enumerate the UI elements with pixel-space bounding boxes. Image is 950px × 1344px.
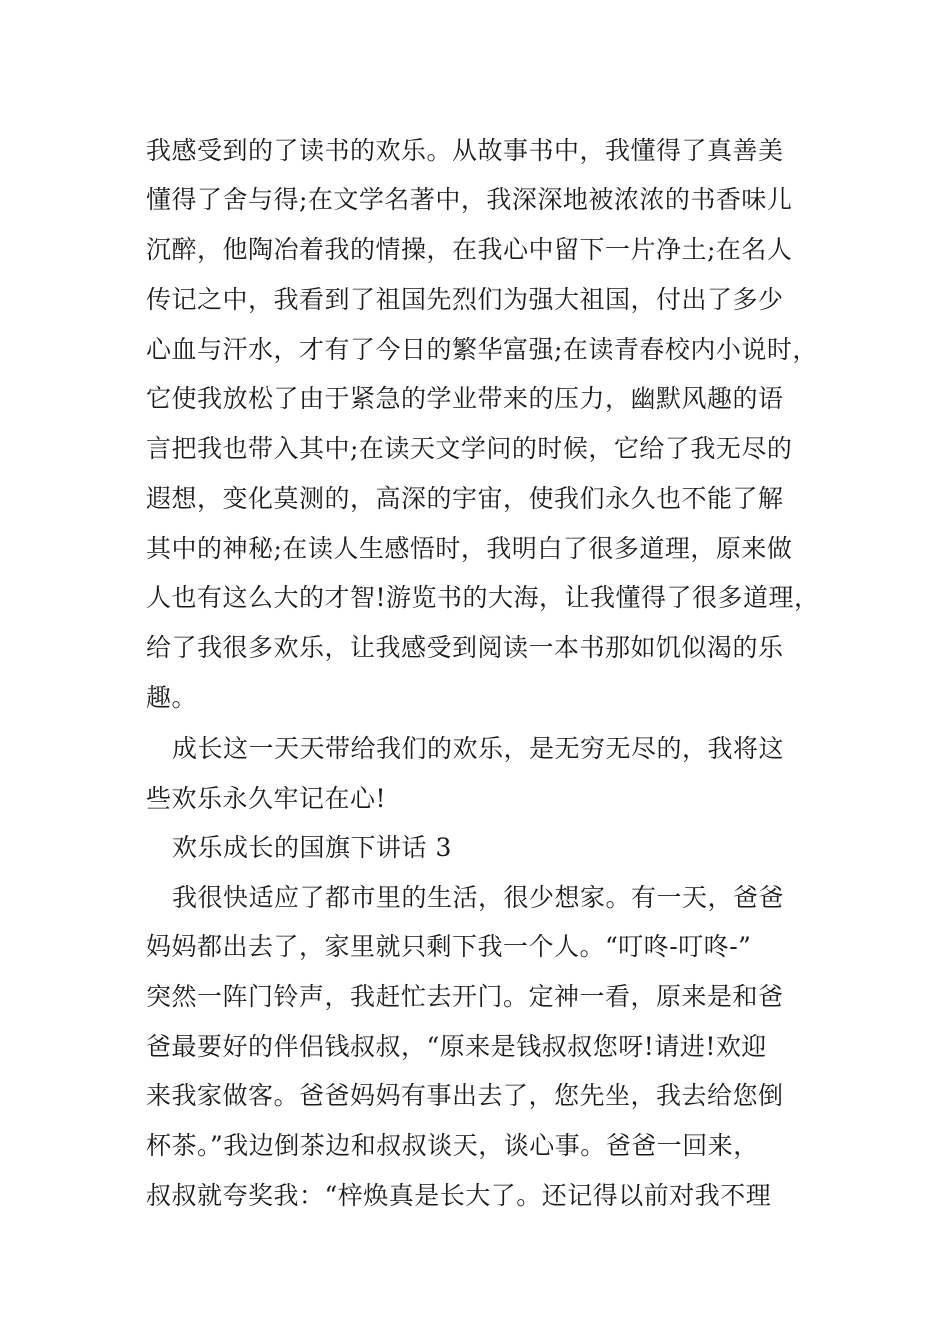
text-line: 言把我也带入其中;在读天文学问的时候，它给了我无尽的	[146, 434, 793, 463]
text-line: 些欢乐永久牢记在心!	[146, 784, 387, 813]
text-line: 沉醉，他陶冶着我的情操，在我心中留下一片净土;在名人	[146, 235, 793, 264]
text-line: 它使我放松了由于紧急的学业带来的压力，幽默风趣的语	[146, 384, 784, 413]
text-line: 心血与汗水，才有了今日的繁华富强;在读青春校内小说时，	[146, 335, 818, 364]
text-line: 叔叔就夸奖我：“梓焕真是长大了。还记得以前对我不理	[146, 1181, 772, 1210]
text-line: 趣。	[146, 683, 198, 712]
text-line: 我感受到的了读书的欢乐。从故事书中，我懂得了真善美	[146, 136, 784, 165]
text-line: 传记之中，我看到了祖国先烈们为强大祖国，付出了多少	[146, 285, 784, 314]
text-line: 妈妈都出去了，家里就只剩下我一个人。“叮咚-叮咚-”	[146, 932, 752, 961]
paragraph-first-line: 成长这一天天带给我们的欢乐，是无穷无尽的，我将这	[172, 734, 785, 763]
text-line: 人也有这么大的才智!游览书的大海，让我懂得了很多道理，	[146, 583, 820, 612]
text-line: 给了我很多欢乐，让我感受到阅读一本书那如饥似渴的乐	[146, 633, 784, 662]
text-line: 来我家做客。爸爸妈妈有事出去了，您先坐，我去给您倒	[146, 1081, 784, 1110]
text-line: 懂得了舍与得;在文学名著中，我深深地被浓浓的书香味儿	[146, 185, 793, 214]
text-line: 爸最要好的伴侣钱叔叔，“原来是钱叔叔您呀!请进!欢迎	[146, 1032, 767, 1061]
text-line: 杯茶。”我边倒茶边和叔叔谈天，谈心事。爸爸一回来，	[146, 1131, 759, 1160]
text-line: 遐想，变化莫测的，高深的宇宙，使我们永久也不能了解	[146, 484, 784, 513]
text-line: 突然一阵门铃声，我赶忙去开门。定神一看，原来是和爸	[146, 982, 784, 1011]
section-heading: 欢乐成长的国旗下讲话 3	[172, 833, 452, 862]
paragraph-first-line: 我很快适应了都市里的生活，很少想家。有一天，爸爸	[172, 883, 785, 912]
text-line: 其中的神秘;在读人生感悟时，我明白了很多道理，原来做	[146, 534, 793, 563]
